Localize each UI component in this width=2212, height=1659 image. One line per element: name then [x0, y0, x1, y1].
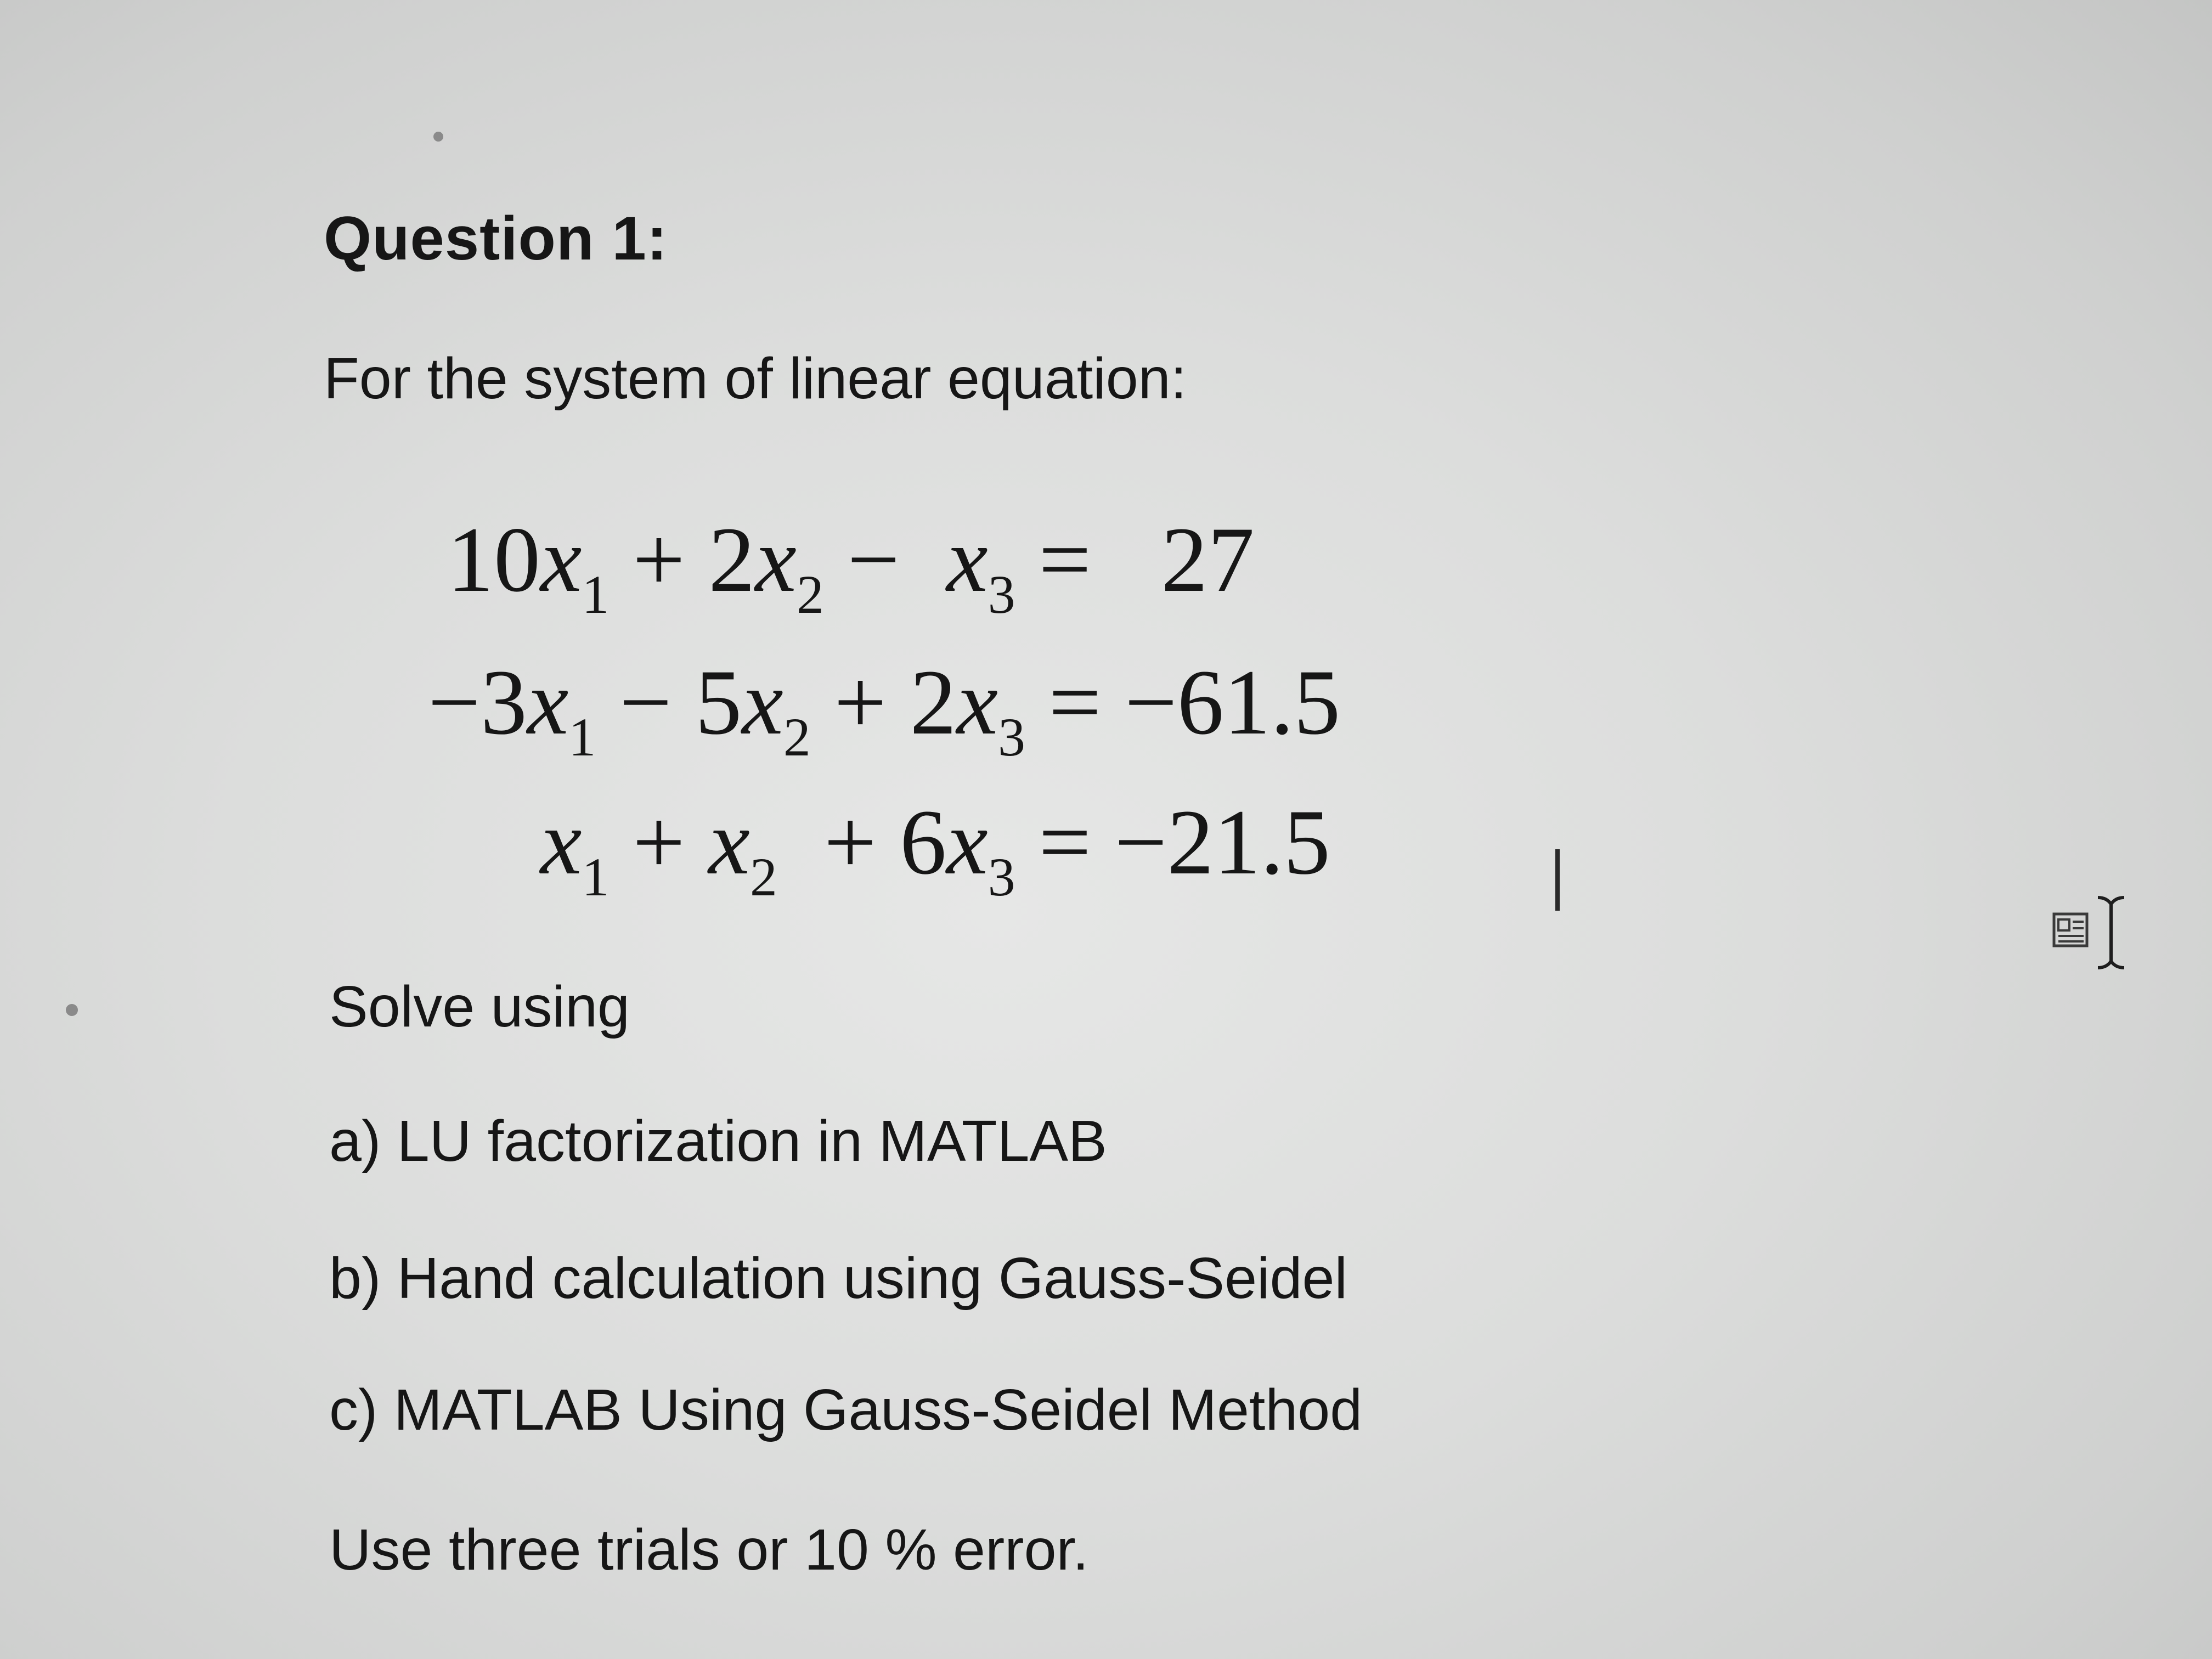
- question-intro: For the system of linear equation:: [324, 346, 1187, 411]
- ibeam-with-option-box-icon: [2052, 894, 2134, 971]
- equation-1: $10x_1 + 2x_2 - x_3 = 27$: [447, 508, 1255, 625]
- instruction-note: Use three trials or 10 % error.: [329, 1517, 1089, 1582]
- speck: [433, 132, 443, 142]
- option-b: b) Hand calculation using Gauss-Seidel: [329, 1246, 1348, 1311]
- solve-label: Solve using: [329, 974, 630, 1039]
- equation-3: $x_1 + x_2 + 6x_3 = -21.5$: [540, 791, 1330, 907]
- question-heading: Question 1:: [324, 204, 668, 273]
- speck: [66, 1004, 78, 1016]
- option-a: a) LU factorization in MATLAB: [329, 1109, 1107, 1173]
- option-c: c) MATLAB Using Gauss-Seidel Method: [329, 1378, 1363, 1442]
- equation-2: $-3x_1 - 5x_2 + 2x_3 = -61.5$: [428, 651, 1341, 768]
- text-caret-icon: [1555, 849, 1560, 911]
